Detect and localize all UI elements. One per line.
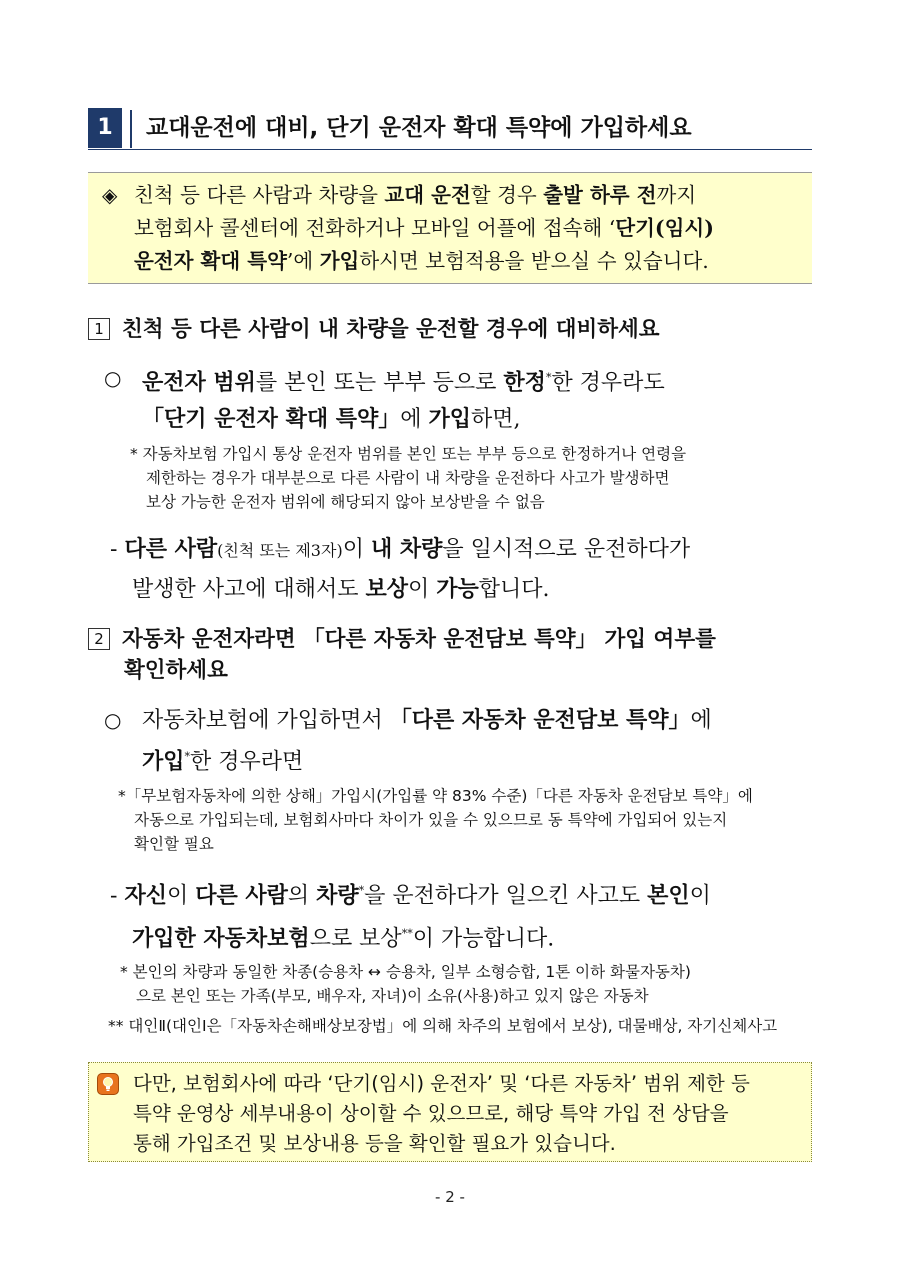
diamond-bullet-icon: ◈ (102, 183, 118, 207)
subsection-2-dash-item: - 자신이 다른 사람의 차량*을 운전하다가 일으킨 사고도 본인이 가입한 자동차보험으로 보상**이 가능합니다. (110, 882, 711, 952)
boxed-number: 1 (88, 318, 110, 340)
summary-box (88, 172, 812, 284)
section-number: 1 (88, 108, 122, 148)
page-number: - 2 - (435, 1188, 465, 1206)
subsection-2-circle-item: ○ 자동차보험에 가입하면서 「다른 자동차 운전담보 특약」에 가입*한 경우라면 (104, 702, 816, 780)
subsection-2-footnote-3: ** 대인Ⅱ(대인Ⅰ은「자동차손해배상보장법」에 의해 차주의 보험에서 보상), 대물배상, 자기신체사고 (108, 1017, 778, 1035)
section-divider (130, 110, 132, 148)
subsection-2-heading: 2 자동차 운전자라면 「다른 자동차 운전담보 특약」 가입 여부를 확인하세요 (88, 624, 818, 686)
notice-box (88, 1062, 812, 1162)
summary-line-2: 보험회사 콜센터에 전화하거나 모바일 어플에 접속해 ‘단기(임시) (134, 216, 714, 240)
lightbulb-icon (97, 1073, 119, 1095)
subsection-1-circle-item: ○ 운전자 범위를 본인 또는 부부 등으로 한정*한 경우라도 「단기 운전자 확대 특약」에 가입하면, (104, 360, 816, 438)
section-title: 교대운전에 대비, 단기 운전자 확대 특약에 가입하세요 (146, 115, 692, 141)
summary-line-3: 운전자 확대 특약’에 가입하시면 보험적용을 받으실 수 있습니다. (134, 249, 709, 273)
summary-text (134, 179, 806, 278)
boxed-number: 2 (88, 628, 110, 650)
summary-line-1: 친척 등 다른 사람과 차량을 교대 운전할 경우 출발 하루 전까지 (134, 183, 697, 207)
subsection-1-footnote: * 자동차보험 가입시 통상 운전자 범위를 본인 또는 부부 등으로 한정하거나 연령을 제한하는 경우가 대부분으로 다른 사람이 내 차량을 운전하다 사고가 발생하면 보상 가능한 운전자 범위에 해당되지 않아 보상받을 수 없음 (130, 445, 687, 511)
section-header (88, 108, 812, 150)
subsection-2-footnote: *「무보험자동차에 의한 상해」가입시(가입률 약 83% 수준)「다른 자동차 운전담보 특약」에 자동으로 가입되는데, 보험회사마다 차이가 있을 수 있으므로 동 특약에 가입되어 있는지 확인할 필요 (118, 787, 753, 853)
circle-bullet-icon: ○ (104, 708, 122, 732)
subsection-1-dash-item: - 다른 사람(친척 또는 제3자)이 내 차량을 일시적으로 운전하다가 발생한 사고에 대해서도 보상이 가능합니다. (110, 536, 691, 602)
notice-text: 다만, 보험회사에 따라 ‘단기(임시) 운전자’ 및 ‘다른 자동차’ 범위 제한 등 특약 운영상 세부내용이 상이할 수 있으므로, 해당 특약 가입 전 상담을 통해 가입조건 및 보상내용 등을 확인할 필요가 있습니다. (133, 1072, 750, 1155)
subsection-2-footnote-2: * 본인의 차량과 동일한 차종(승용차 ↔ 승용차, 일부 소형승합, 1톤 이하 화물자동차) 으로 본인 또는 가족(부모, 배우자, 자녀)이 소유(사용)하고 있지 않은 자동차 (120, 963, 691, 1005)
circle-bullet-icon: ○ (104, 366, 122, 390)
subsection-1-heading: 1 친척 등 다른 사람이 내 차량을 운전할 경우에 대비하세요 (88, 314, 660, 345)
